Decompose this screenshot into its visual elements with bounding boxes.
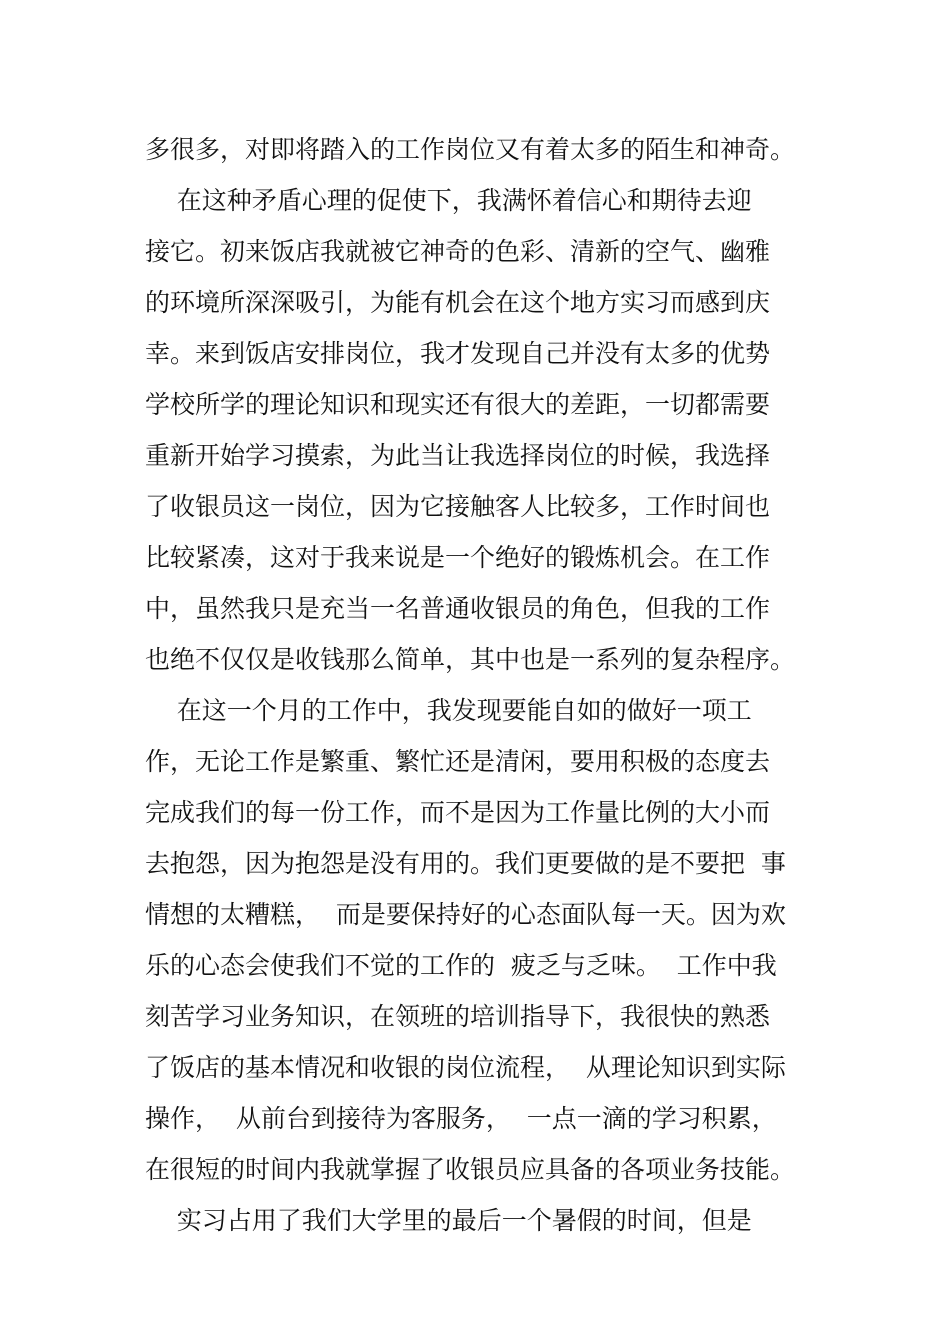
body-text bbox=[145, 124, 815, 1246]
text-line: 了收银员这一岗位，因为它接触客人比较多，工作时间也 bbox=[145, 492, 771, 521]
text-line: 在这种矛盾心理的促使下，我满怀着信心和期待去迎 bbox=[145, 186, 752, 215]
text-line: 作，无论工作是繁重、繁忙还是清闲，要用积极的态度去 bbox=[145, 747, 771, 776]
text-line: 情想的太糟糕， 而是要保持好的心态面队每一天。因为欢 bbox=[145, 900, 786, 929]
text-line: 操作， 从前台到接待为客服务， 一点一滴的学习积累， bbox=[145, 1104, 777, 1133]
text-line: 幸。来到饭店安排岗位，我才发现自己并没有太多的优势 bbox=[145, 339, 771, 368]
text-line: 在这一个月的工作中，我发现要能自如的做好一项工 bbox=[145, 696, 752, 725]
text-line: 比较紧凑，这对于我来说是一个绝好的锻炼机会。在工作 bbox=[145, 543, 771, 572]
text-line: 乐的心态会使我们不觉的工作的 疲乏与乏味。 工作中我 bbox=[145, 951, 777, 980]
text-line: 也绝不仅仅是收钱那么简单，其中也是一系列的复杂程序。 bbox=[145, 645, 796, 674]
text-line: 刻苦学习业务知识，在领班的培训指导下，我很快的熟悉 bbox=[145, 1002, 771, 1031]
text-line: 的环境所深深吸引，为能有机会在这个地方实习而感到庆 bbox=[145, 288, 771, 317]
text-line: 去抱怨，因为抱怨是没有用的。我们更要做的是不要把 事 bbox=[145, 849, 786, 878]
text-line: 了饭店的基本情况和收银的岗位流程， 从理论知识到实际 bbox=[145, 1053, 786, 1082]
text-line: 重新开始学习摸索，为此当让我选择岗位的时候，我选择 bbox=[145, 441, 771, 470]
text-line: 学校所学的理论知识和现实还有很大的差距，一切都需要 bbox=[145, 390, 771, 419]
text-line: 中，虽然我只是充当一名普通收银员的角色，但我的工作 bbox=[145, 594, 771, 623]
text-line: 在很短的时间内我就掌握了收银员应具备的各项业务技能。 bbox=[145, 1155, 796, 1184]
text-line: 接它。初来饭店我就被它神奇的色彩、清新的空气、幽雅 bbox=[145, 237, 771, 266]
text-line: 完成我们的每一份工作，而不是因为工作量比例的大小而 bbox=[145, 798, 771, 827]
text-line: 实习占用了我们大学里的最后一个暑假的时间，但是 bbox=[145, 1206, 752, 1235]
text-line: 多很多，对即将踏入的工作岗位又有着太多的陌生和神奇。 bbox=[145, 135, 796, 164]
